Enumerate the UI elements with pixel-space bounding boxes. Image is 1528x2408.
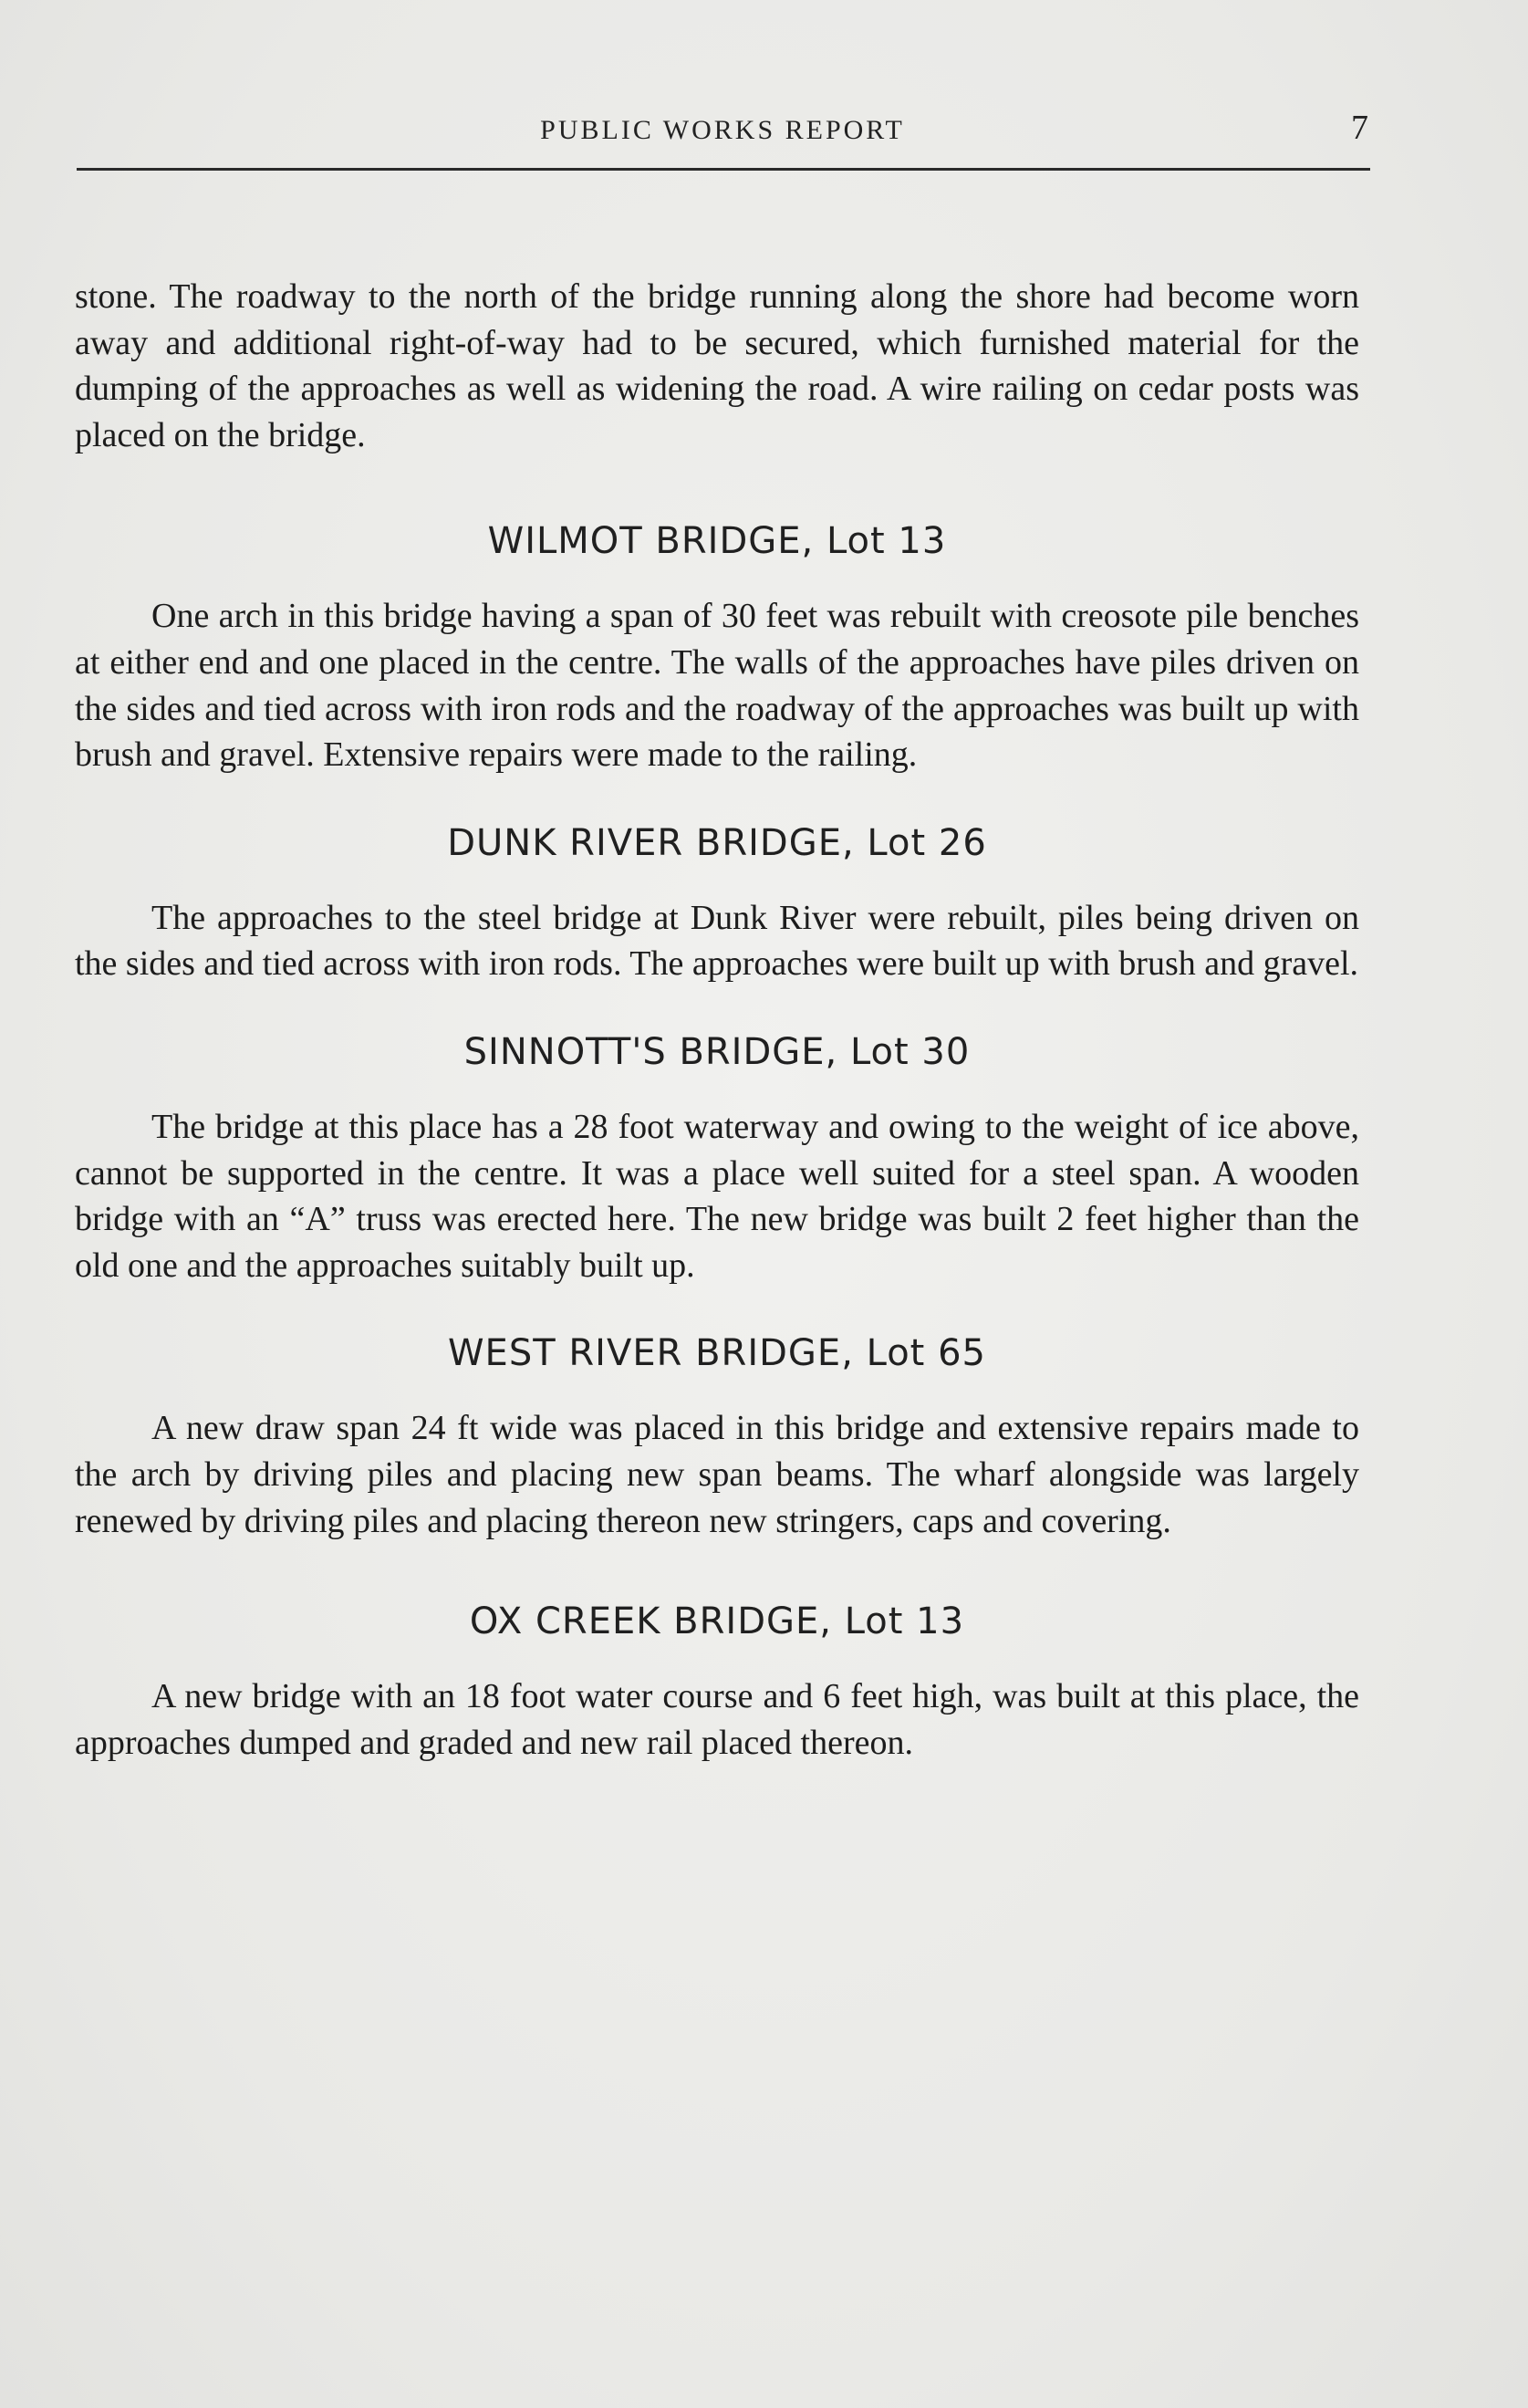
body-text [75,274,1359,1766]
header-rule [77,168,1370,171]
section-paragraph-west-river-bridge: A new draw span 24 ft wide was placed in this bridge and extensive repairs made to the arch by driving piles and placing new span beams. The wharf alongside was largely renewed by driving piles and placing thereon new stringers, caps and covering. [75,1409,1359,1540]
section-paragraph-sinnotts-bridge: The bridge at this place has a 28 foot waterway and owing to the weight of ice above, cannot be supported in the centre. It was a place well suited for a steel span. A wooden bridge with an “A” truss was erected here. The new bridge was built 2 feet higher than the old one and the approaches suitably built up. [75,1107,1359,1285]
section-heading-sinnotts-bridge: SINNOTT'S BRIDGE, Lot 30 [463,1030,971,1073]
section-heading-dunk-river-bridge: DUNK RIVER BRIDGE, Lot 26 [447,821,987,864]
running-head-title: PUBLIC WORKS REPORT [540,115,905,145]
section-heading-wilmot-bridge: WILMOT BRIDGE, Lot 13 [487,520,947,563]
section-paragraph-dunk-river-bridge: The approaches to the steel bridge at Dunk River were rebuilt, piles being driven on the sides and tied across with iron rods. The approaches were built up with brush and gravel. [75,898,1359,984]
running-head [77,111,1368,157]
section-paragraph-wilmot-bridge: One arch in this bridge having a span of 30 feet was rebuilt with creosote pile benches at either end and one placed in the centre. The walls of the approaches have piles driven on the sides and tied across with iron rods and the roadway of the approaches was built up with brush and gravel. Extensive repairs were made to the railing. [75,597,1359,775]
page-number: 7 [1351,109,1368,147]
intro-paragraph: stone. The roadway to the north of the bridge running along the shore had become worn away and additional right-of-way had to be secured, which furnished material for the dumping of the approaches as well as widening the road. A wire railing on cedar posts was placed on the bridge. [75,277,1359,454]
section-heading-west-river-bridge: WEST RIVER BRIDGE, Lot 65 [448,1332,986,1375]
section-paragraph-ox-creek-bridge: A new bridge with an 18 foot water course and 6 feet high, was built at this place, the approaches dumped and graded and new rail placed thereon. [75,1677,1359,1762]
section-heading-ox-creek-bridge: OX CREEK BRIDGE, Lot 13 [469,1600,965,1643]
